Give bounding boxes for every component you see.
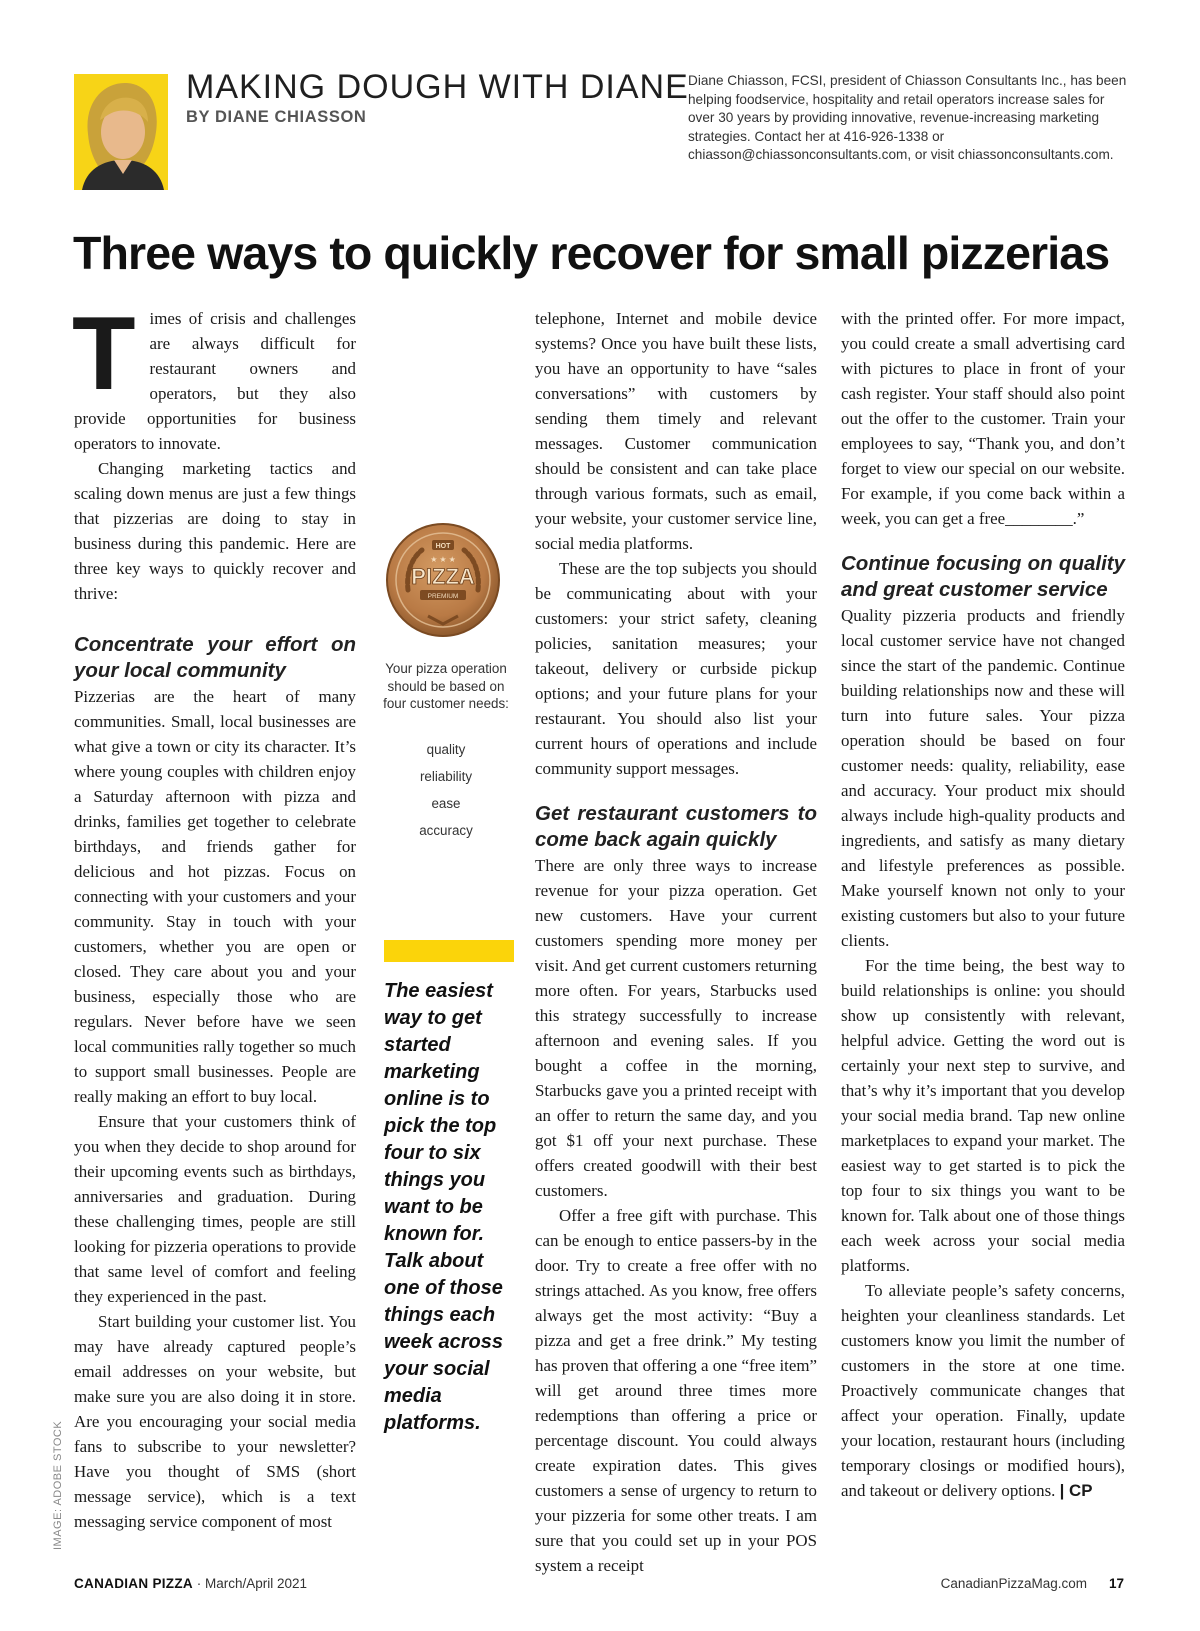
paragraph: Pizzerias are the heart of many communities. Small, local businesses are what give a town or city its character. It’s where young couples with children enjoy a Saturday afternoon with pizza and drinks, families get together to celebrate birthdays, and friends gather for delicious and hot pizzas. Focus on connecting with your customers and your community. Stay in touch with your customers, whether you are open or closed. They care about you and your business, especially those who are regulars. Never before have we seen local communities rally together so much to support small businesses. People are really making an effort to buy local.	[74, 687, 356, 1106]
signoff: | CP	[1059, 1481, 1093, 1500]
list-item: quality	[426, 742, 466, 757]
svg-text:★ ★ ★: ★ ★ ★	[430, 555, 456, 564]
article-headline: Three ways to quickly recover for small pizzerias	[73, 227, 1110, 279]
footer-website	[941, 1576, 1124, 1591]
paragraph: Changing marketing tactics and scaling down menus are just a few things that pizzerias are doing to stay in business during this pandemic. Here are three key ways to quickly recover and thrive:	[74, 459, 356, 603]
paragraph: There are only three ways to increase revenue for your pizza operation. Get new customers. Have your current customers spending more money per visit. And get current customers returning more often. For years, Starbucks used this strategy successfully to increase afternoon and evening sales. If you bought a coffee in the morning, Starbucks gave you a printed receipt with an offer to return the same day, and you got $1 off your next purchase. These offers created goodwill with their best customers.	[535, 856, 817, 1200]
paragraph: Quality pizzeria products and friendly local customer service have not changed since the start of the pandemic. Continue building relationships now and these will turn into future sales. Your pizza operation should be based on four customer needs: quality, reliability, ease and accuracy. Your product mix should always include high-quality products and ingredients, and satisfy as many dietary and lifestyle preferences as possible. Make yourself known not only to your existing customers but also to your future clients.	[841, 606, 1125, 950]
list-item: ease	[431, 796, 461, 811]
footer-publication	[74, 1576, 307, 1591]
list-item: reliability	[419, 769, 473, 784]
paragraph: These are the top subjects you should be communicating about with your customers: your strict safety, cleaning policies, sanitation measures; your takeout, delivery or curbside pickup options; and your future plans for your restaurant. You should also list your current hours of operations and include community support messages.	[535, 559, 817, 778]
paragraph: For the time being, the best way to build relationships is online: you should show up consistently with relevant, helpful advice. Getting the word out is certainly your next step to survive, and that’s why it’s important that you develop your social media brand. Tap new online marketplaces to expand your market. The easiest way to get started is to pick the top four to six things you want to be known for. Talk about one of those things each week across your social media platforms.	[841, 956, 1125, 1275]
section-heading-customers-return: Get restaurant customers to come back again quickly	[535, 802, 817, 851]
website-link[interactable]: CanadianPizzaMag.com	[940, 1576, 1087, 1591]
paragraph: Offer a free gift with purchase. This can be enough to entice passers-by in the door. Try to create a free offer with no strings attached. As you know, free offers always get the most activity: “Buy a pizza and get a free drink.” My testing has proven that offering a one “free item” will get around three times more redemptions than offering a price or percentage discount. You could always create expiration dates. This gives customers a sense of urgency to return to your pizzeria for some other treats. I am sure that you could set up in your POS system a receipt	[535, 1206, 817, 1575]
pull-quote: The easiest way to get started marketing online is to pick the top four to six things you want to be known for. Talk about one of those things each week across your social media platforms.	[384, 980, 503, 1434]
badge-main-text: PIZZA	[411, 564, 475, 589]
paragraph: Ensure that your customers think of you when they decide to shop around for their upcoming events such as birthdays, anniversaries and graduation. During these challenging times, people are still looking for pizzeria operations to provide that same level of comfort and feeling they experienced in the past.	[74, 1112, 356, 1306]
pizza-badge-icon	[384, 520, 502, 640]
drop-cap: T	[72, 296, 136, 412]
customer-needs-list	[378, 736, 514, 844]
accent-bar	[384, 940, 514, 962]
badge-top-text: HOT	[435, 543, 451, 550]
article-column-1	[72, 296, 356, 1534]
page-number: 17	[1108, 1576, 1124, 1591]
badge-sub-text: PREMIUM	[427, 593, 459, 600]
article-column-4	[841, 306, 1125, 1503]
intro-paragraph: Times of crisis and challenges are always difficult for restaurant owners and operators, but they also provide opportunities for business operators to innovate.	[72, 296, 356, 453]
image-credit: IMAGE: ADOBE STOCK	[52, 1420, 64, 1550]
column-title: MAKING DOUGH WITH DIANE	[186, 68, 689, 106]
article-column-3	[535, 306, 817, 1578]
magazine-name: CANADIAN PIZZA	[74, 1576, 193, 1591]
issue-date: · March/April 2021	[192, 1576, 307, 1591]
sidebar-caption: Your pizza operation should be based on four customer needs:	[383, 661, 509, 712]
paragraph: To alleviate people’s safety concerns, heighten your cleanliness standards. Let customers know you limit the number of customers in the store at one time. Proactively communicate changes that affect your operation. Finally, update your location, restaurant hours (including temporary closings or modified hours), and takeout or delivery options. | CP	[841, 1281, 1125, 1500]
paragraph: telephone, Internet and mobile device systems? Once you have built these lists, you have an opportunity to have “sales conversations” with customers by sending them timely and relevant messages. Customer communication should be consistent and can take place through various formats, such as email, your website, your customer service line, social media platforms.	[535, 309, 817, 553]
author-photo	[74, 74, 168, 190]
section-heading-quality-service: Continue focusing on quality and great customer service	[841, 552, 1125, 601]
paragraph: with the printed offer. For more impact, you could create a small advertising card with pictures to place in front of your cash register. Your staff should also point out the offer to the customer. Train your employees to say, “Thank you, and don’t forget to view our special on our website. For example, if you come back within a week, you can get a free________.”	[841, 309, 1125, 528]
author-byline: BY DIANE CHIASSON	[186, 108, 367, 126]
list-item: accuracy	[419, 823, 473, 838]
section-heading-local-community: Concentrate your effort on your local community	[74, 633, 356, 682]
author-bio: Diane Chiasson, FCSI, president of Chiasson Consultants Inc., has been helping foodservice, hospitality and retail operators increase sales for over 30 years by providing innovative, revenue-increasing marketing strategies. Contact her at 416-926-1338 or chiasson@chiassonconsultants.com, or visit chiassonconsultants.com.	[688, 73, 1127, 163]
paragraph: Start building your customer list. You may have already captured people’s email addresses on your website, but make sure you are also doing it in store. Are you encouraging your social media fans to subscribe to your newsletter? Have you thought of SMS (short message service), which is a text messaging service component of most	[74, 1312, 356, 1531]
